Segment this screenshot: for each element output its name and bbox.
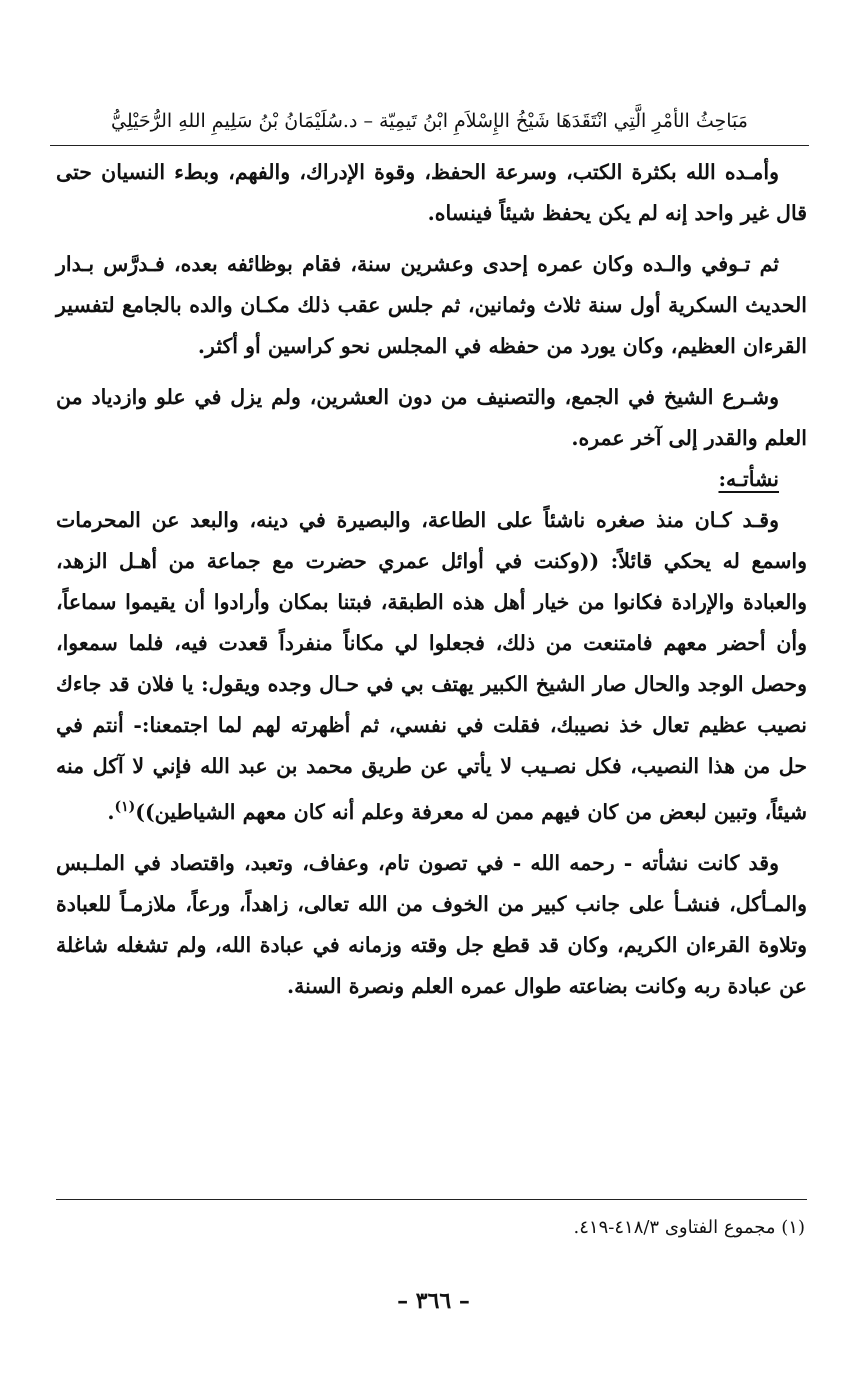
paragraph-4-text: وقـد كـان منذ صغره ناشئاً على الطاعة، والبصيرة في دينه، والبعد عن المحرمات واسمع له يحكي قائلاً: ((وكنت في أوائل عمري حضرت مع جماعة من أهـل الزهد، والعبادة والإرادة فكانوا من خيار أهل هذه الطبقة، فبتنا بمكان وأرادوا أن يقيموا سماعاً، وأن أحضر معهم فامتنعت من ذلك، فجعلوا لي مكاناً منفرداً قعدت فيه، فلما سمعوا، وحصل الوجد والحال صار الشيخ الكبير يهتف بي في حـال وجده ويقول: يا فلان قد جاءك نصيب عظيم تعال خذ نصيبك، فقلت في نفسي، ثم أظهرته لهم لما اجتمعنا:- أنتم في حل من هذا النصيب، فكل نصـيب لا يأتي عن طريق محمد بن عبد الله فإني لا آكل منه شيئاً، وتبين لبعض من كان فيهم ممن له معرفة وعلم أنه كان معهم الشياطين)): [56, 508, 807, 824]
section-heading: [56, 459, 807, 500]
section-heading-text: نشأتـه:: [718, 467, 779, 491]
running-header: مَبَاحِثُ الأمْرِ الَّتِي انْتَقَدَهَا شَيْخُ الإِسْلاَمِ ابْنُ تَيمِيّة – د.سُلَيْمَانُ بْنُ سَلِيمِ اللهِ الرُّحَيْلِيُّ: [111, 110, 748, 132]
paragraph-4-end: .: [107, 799, 115, 824]
paragraph-1: وأمـده الله بكثرة الكتب، وسرعة الحفظ، وقوة الإدراك، والفهم، وبطء النسيان حتى قال غير واحد إنه لم يكن يحفظ شيئاً فينساه.: [56, 160, 807, 225]
footnote-divider: [56, 1199, 807, 1200]
main-text: [56, 152, 807, 1007]
footnote-reference: (١): [114, 799, 136, 815]
paragraph-4: [56, 500, 807, 833]
paragraph-5: وقد كانت نشأته - رحمه الله - في تصون تام، وعفاف، وتعبد، واقتصاد في الملـبس والمـأكل، فنشـأ على جانب كبير من الخوف من الله تعالى، زاهداً، ورعاً، ملازمـاً للعبادة وتلاوة القرءان الكريم، وكان قد قطع جل وقته وزمانه في عبادة الله، ولم تشغله شاغلة عن عبادة ربه وكانت بضاعته طوال عمره العلم ونصرة السنة.: [56, 850, 807, 998]
header-divider: [50, 145, 809, 146]
paragraph-2: ثم تـوفي والـده وكان عمره إحدى وعشرين سنة، فقام بوظائفه بعده، فـدرَّس بـدار الحديث السكرية أول سنة ثلاث وثمانين، ثم جلس عقب ذلك مكـان والده بالجامع لتفسير القرءان العظيم، وكان يورد من حفظه في المجلس نحو كراسين أو أكثر.: [56, 252, 807, 358]
paragraph-3: وشـرع الشيخ في الجمع، والتصنيف من دون العشرين، ولم يزل في علو وازدياد من العلم والقدر إلى آخر عمره.: [56, 385, 807, 450]
footnote: (١) مجموع الفتاوى ٤١٨/٣-٤١٩.: [573, 1217, 805, 1238]
page-number: – ٣٦٦ –: [397, 1288, 470, 1314]
